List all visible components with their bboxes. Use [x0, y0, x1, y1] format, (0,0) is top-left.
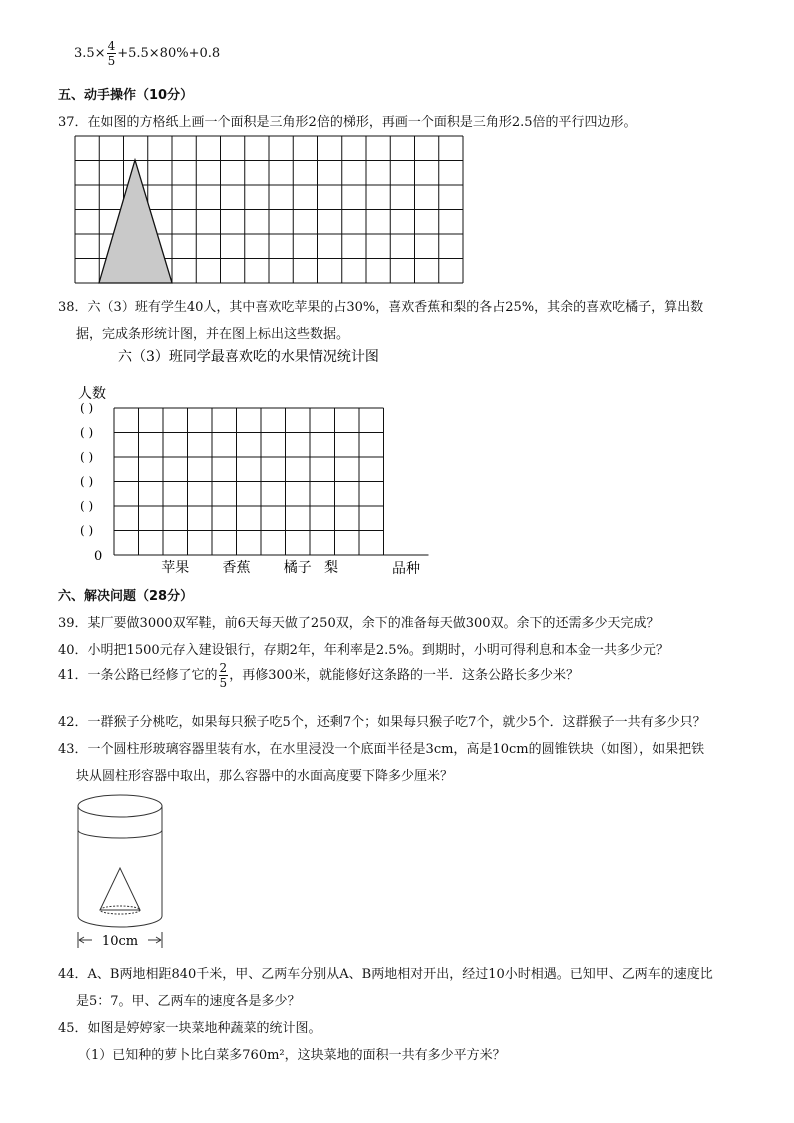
- question-45-sub1: （1）已知种的萝卜比白菜多760m²，这块菜地的面积一共有多少平方米？: [78, 1048, 506, 1063]
- cylinder-bottom: [78, 916, 162, 927]
- fruit-bar-chart: [74, 343, 444, 578]
- chart-y-ticks: [80, 401, 93, 538]
- question-41-part-a: 41．一条公路已经修了它的: [58, 668, 218, 683]
- triangle-shape: [99, 160, 172, 283]
- chart-category-label: 橘子: [283, 560, 312, 576]
- chart-category-label: 苹果: [161, 560, 190, 576]
- chart-category-label: 香蕉: [222, 560, 251, 576]
- cone-sides: [100, 868, 140, 910]
- question-44-line1: 44．A、B两地相距840千米，甲、乙两车分别从A、B两地相对开出，经过10小时相遇。已知甲、乙两车的速度比: [58, 967, 713, 982]
- section-6-heading: 六、解决问题（28分）: [58, 589, 194, 604]
- question-40: 40．小明把1500元存入建设银行，存期2年，年利率是2.5%。到期时，小明可得利息和本金一共多少元？: [58, 643, 669, 658]
- expression-part-a: 3.5×: [74, 46, 106, 61]
- chart-categories: [161, 559, 338, 576]
- fraction-4-5: $\frac{4}{5}$: [107, 39, 116, 68]
- question-44-line2: 是5：7。甲、乙两车的速度各是多少？: [76, 994, 301, 1009]
- question-45: 45．如图是婷婷家一块菜地种蔬菜的统计图。: [58, 1021, 322, 1036]
- chart-grid: [114, 408, 429, 555]
- question-39: 39．某厂要做3000双军鞋，前6天每天做了250双，余下的准备每天做300双。余下的还需多少天完成？: [58, 616, 660, 631]
- cylinder-top: [78, 795, 162, 817]
- chart-y-tick-label: ( ): [80, 523, 94, 538]
- question-43-line2: 块从圆柱形容器中取出，那么容器中的水面高度要下降多少厘米？: [76, 769, 454, 784]
- chart-xlabel: 品种: [392, 561, 420, 577]
- dimension-label: 10cm: [101, 934, 139, 949]
- question-43-line1: 43．一个圆柱形玻璃容器里装有水，在水里浸没一个底面半径是3cm，高是10cm的圆锥铁块（如图），如果把铁: [58, 742, 705, 757]
- section-5-heading: 五、动手操作（10分）: [58, 88, 194, 103]
- question-41-part-b: ，再修300米，就能修好这条路的一半．这条公路长多少米？: [229, 668, 580, 683]
- chart-category-label: 梨: [324, 560, 338, 576]
- water-surface: [78, 830, 162, 838]
- expression-line: [74, 40, 220, 67]
- question-37: 37．在如图的方格纸上画一个面积是三角形2倍的梯形，再画一个面积是三角形2.5倍的平行四边形。: [58, 115, 637, 130]
- chart-y-tick-label: ( ): [80, 425, 94, 440]
- chart-ylabel: 人数: [78, 386, 106, 402]
- chart-y-tick-label: ( ): [80, 474, 94, 489]
- expression-part-b: +5.5×80%+0.8: [117, 46, 221, 61]
- question-42: 42．一群猴子分桃吃，如果每只猴子吃5个，还剩7个；如果每只猴子吃7个，就少5个．这群猴子一共有多少只？: [58, 715, 706, 730]
- question-38-line1: 38．六（3）班有学生40人，其中喜欢吃苹果的占30%，喜欢香蕉和梨的各占25%，其余的喜欢吃橘子，算出数: [58, 300, 704, 315]
- chart-origin: 0: [94, 549, 103, 564]
- question-38-line2: 据，完成条形统计图，并在图上标出这些数据。: [76, 327, 350, 342]
- chart-title: 六（3）班同学最喜欢吃的水果情况统计图: [118, 349, 379, 365]
- grid-paper: [74, 135, 466, 287]
- chart-y-tick-label: ( ): [80, 450, 94, 464]
- fraction-2-5: $\frac{2}{5}$: [219, 661, 228, 690]
- chart-y-tick-label: ( ): [80, 499, 94, 513]
- chart-y-tick-label: ( ): [80, 401, 94, 415]
- question-41: [58, 662, 579, 689]
- cylinder-cone-figure: [72, 792, 172, 956]
